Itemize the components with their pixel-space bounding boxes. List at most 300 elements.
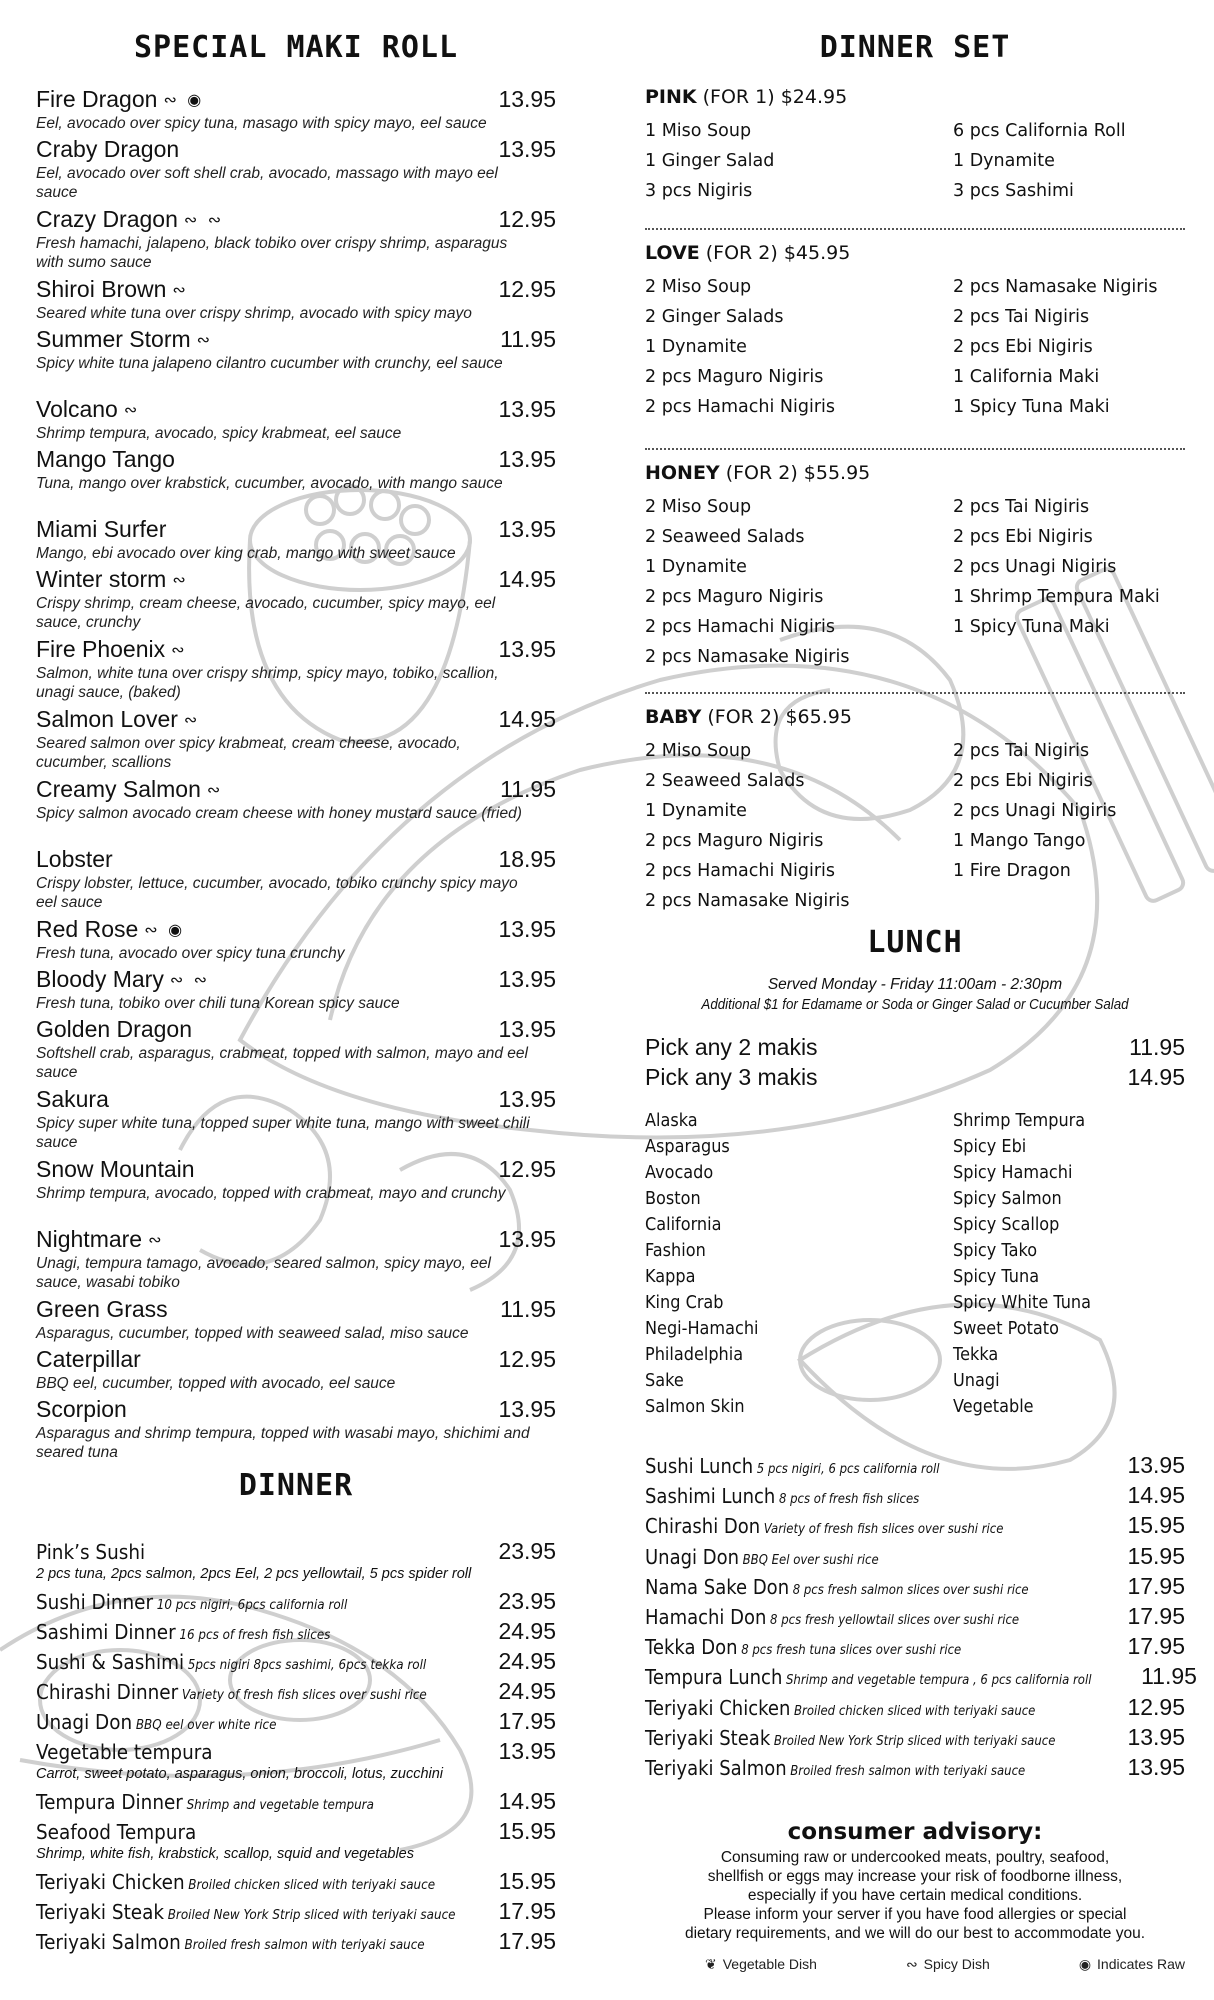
maki-choices-col-a [645, 1108, 953, 1420]
dinner-name: Sashimi Dinner [36, 1620, 176, 1644]
dinner-set-item: 1 Mango Tango [953, 831, 1086, 851]
maki-item-header [36, 86, 556, 114]
consumer-advisory [645, 1818, 1185, 1943]
dinner-set-item: 1 Spicy Tuna Maki [953, 397, 1110, 417]
maki-description: Fresh hamachi, jalapeno, black tobiko over crispy shrimp, asparagus with sumo sauce [36, 235, 508, 271]
maki-name-wrap [36, 636, 188, 663]
maki-choice: Unagi [953, 1371, 1000, 1391]
maki-choices-col-b [953, 1108, 1103, 1420]
dinner-set-col-b [953, 492, 1185, 672]
lunch-special-name-wrap [645, 1605, 1019, 1629]
maki-price: 13.95 [498, 396, 556, 422]
maki-name-wrap [36, 1086, 109, 1113]
maki-price: 13.95 [498, 1016, 556, 1042]
maki-price: 12.95 [498, 276, 556, 302]
maki-price: 14.95 [498, 706, 556, 732]
maki-item [36, 276, 556, 326]
pepper-icon: ∾ [905, 1956, 918, 1972]
lunch-served-hours: Served Monday - Friday 11:00am - 2:30pm [767, 976, 1063, 993]
lunch-pick-options [645, 1034, 1185, 1094]
dinner-note: 10 pcs nigiri, 6pcs california roll [156, 1598, 348, 1613]
dinner-set-col-b [953, 736, 1185, 916]
lunch-special-row [645, 1452, 1185, 1482]
maki-description: Eel, avocado over spicy tuna, masago with spicy mayo, eel sauce [36, 115, 487, 132]
advisory-line: Please inform your server if you have food allergies or special [703, 1906, 1127, 1923]
dinner-name: Vegetable tempura [36, 1740, 213, 1764]
lunch-special-row [645, 1573, 1185, 1603]
maki-item [36, 636, 556, 706]
symbol-legend [705, 1956, 1185, 1973]
maki-choice: Asparagus [645, 1137, 730, 1157]
maki-choice: Spicy Salmon [953, 1189, 1062, 1209]
maki-description: Unagi, tempura tamago, avocado, seared salmon, spicy mayo, eel sauce, wasabi tobiko [36, 1255, 491, 1291]
lunch-special-note: Broiled chicken sliced with teriyaki sauce [793, 1703, 1036, 1719]
maki-item-header [36, 516, 556, 544]
dinner-set-item: 1 Dynamite [953, 151, 1055, 171]
dinner-name-wrap [36, 1820, 196, 1844]
dinner-description: Carrot, sweet potato, asparagus, onion, broccoli, lotus, zucchini [36, 1766, 444, 1782]
dinner-set-items [645, 272, 1185, 422]
maki-name: Winter storm [36, 566, 167, 592]
dinner-item-header [36, 1738, 556, 1765]
special-maki-list [36, 86, 556, 1466]
lunch-special-price: 12.95 [1127, 1693, 1185, 1720]
dish-symbol-icon: ∾ ◉ [163, 92, 205, 109]
maki-item-header [36, 1016, 556, 1044]
dinner-note: Broiled fresh salmon with teriyaki sauce [184, 1938, 425, 1953]
dinner-set-name: BABY [645, 706, 702, 728]
maki-price: 13.95 [498, 1226, 556, 1252]
lunch-special-name-wrap [645, 1575, 1029, 1599]
dinner-set-name: PINK [645, 86, 697, 108]
lunch-special-row [645, 1663, 1197, 1693]
maki-name-wrap [36, 206, 224, 233]
maki-description: Eel, avocado over soft shell crab, avocado, massago with mayo eel sauce [36, 165, 498, 201]
maki-description: Crispy shrimp, cream cheese, avocado, cucumber, spicy mayo, eel sauce, crunchy [36, 595, 496, 631]
maki-name: Lobster [36, 846, 113, 872]
dinner-set-col-b [953, 272, 1185, 422]
dinner-name-wrap [36, 1790, 374, 1814]
dish-symbol-icon: ∾ ∾ [169, 972, 211, 989]
dinner-name-wrap [36, 1900, 456, 1924]
lunch-special-name: Hamachi Don [645, 1604, 767, 1629]
maki-description: Fresh tuna, avocado over spicy tuna crunchy [36, 945, 345, 962]
lunch-special-row [645, 1754, 1185, 1784]
dinner-item [36, 1788, 556, 1818]
dinner-set-item: 2 pcs Maguro Nigiris [645, 831, 824, 851]
dinner-set-item: 2 pcs Namasake Nigiris [645, 891, 850, 911]
dinner-set-item: 2 pcs Unagi Nigiris [953, 801, 1117, 821]
maki-name: Scorpion [36, 1396, 127, 1422]
dinner-set-item: 3 pcs Sashimi [953, 181, 1074, 201]
lunch-special-note: BBQ Eel over sushi rice [742, 1552, 879, 1568]
dinner-note: Variety of fresh fish slices over sushi rice [181, 1688, 427, 1703]
lunch-special-price: 11.95 [1141, 1663, 1197, 1690]
dinner-set-item: 2 pcs Unagi Nigiris [953, 557, 1117, 577]
lunch-special-price: 17.95 [1127, 1633, 1185, 1660]
maki-name-wrap [36, 1346, 141, 1373]
dinner-set-price: (FOR 2) $55.95 [725, 462, 871, 484]
maki-name-wrap [36, 706, 200, 733]
maki-choice: Spicy Tuna [953, 1267, 1040, 1287]
dinner-title: DINNER [238, 1468, 354, 1503]
special-maki-title: SPECIAL MAKI ROLL [133, 30, 459, 65]
maki-item [36, 1086, 556, 1156]
lunch-special-note: Shrimp and vegetable tempura , 6 pcs california roll [785, 1673, 1092, 1689]
dinner-set-item: 2 Miso Soup [645, 497, 752, 517]
maki-choice: Spicy Tako [953, 1241, 1038, 1261]
dinner-item-header [36, 1788, 556, 1815]
maki-description: Crispy lobster, lettuce, cucumber, avocado, tobiko crunchy spicy mayo eel sauce [36, 875, 518, 911]
dinner-item-header [36, 1868, 556, 1895]
dinner-name: Sushi & Sashimi [36, 1650, 185, 1674]
dinner-set-item: 2 pcs Maguro Nigiris [645, 367, 824, 387]
dinner-note: 5pcs nigiri 8pcs sashimi, 6pcs tekka roll [187, 1658, 427, 1673]
dinner-set-title [645, 242, 1185, 272]
dinner-price: 24.95 [498, 1678, 556, 1704]
maki-name: Summer Storm [36, 326, 191, 352]
maki-name-wrap [36, 776, 223, 803]
maki-choice: Spicy Ebi [953, 1137, 1027, 1157]
maki-item-header [36, 136, 556, 164]
maki-description: Spicy white tuna jalapeno cilantro cucumber with crunchy, eel sauce [36, 355, 503, 372]
lunch-special-name-wrap [645, 1635, 961, 1659]
lunch-special-price: 13.95 [1127, 1753, 1185, 1780]
maki-item [36, 846, 556, 916]
maki-price: 11.95 [500, 776, 556, 802]
dinner-price: 17.95 [498, 1708, 556, 1734]
maki-name-wrap [36, 86, 204, 113]
lunch-special-note: Variety of fresh fish slices over sushi rice [763, 1522, 1004, 1538]
lunch-special-row [645, 1724, 1185, 1754]
dinner-set-col-a [645, 272, 953, 422]
dinner-set [645, 86, 1185, 206]
lunch-title: LUNCH [867, 925, 963, 960]
dinner-name-wrap [36, 1680, 427, 1704]
lunch-special-price: 17.95 [1127, 1572, 1185, 1599]
maki-item [36, 1226, 556, 1296]
maki-name: Crazy Dragon [36, 206, 178, 232]
dinner-set-price: (FOR 2) $45.95 [705, 242, 851, 264]
dinner-set-items [645, 116, 1185, 206]
lunch-special-name-wrap [645, 1665, 1091, 1689]
dinner-item-header [36, 1928, 556, 1955]
maki-item [36, 1156, 556, 1226]
maki-price: 12.95 [498, 206, 556, 232]
maki-choice: Boston [645, 1189, 701, 1209]
maki-item [36, 446, 556, 516]
fish-icon: ◉ [1078, 1956, 1092, 1972]
dinner-set-item: 2 pcs Ebi Nigiris [953, 337, 1093, 357]
advisory-line: shellfish or eggs may increase your risk of foodborne illness, [707, 1868, 1123, 1885]
dinner-item-header [36, 1898, 556, 1925]
dinner-item-header [36, 1538, 556, 1565]
maki-item [36, 776, 556, 846]
maki-choice: Spicy Hamachi [953, 1163, 1073, 1183]
dinner-name: Teriyaki Salmon [36, 1930, 181, 1954]
maki-item-header [36, 706, 556, 734]
maki-item-header [36, 1226, 556, 1254]
lunch-special-note: Broiled New York Strip sliced with teriyaki sauce [773, 1733, 1056, 1749]
maki-description: Asparagus, cucumber, topped with seaweed salad, miso sauce [36, 1325, 469, 1342]
lunch-served-info [645, 975, 1185, 1015]
dish-symbol-icon: ∾ [172, 572, 189, 589]
dinner-name-wrap [36, 1930, 425, 1954]
maki-item [36, 1396, 556, 1466]
dinner-name-wrap [36, 1740, 213, 1764]
lunch-pick-row [645, 1034, 1185, 1064]
maki-item [36, 916, 556, 966]
lunch-special-row [645, 1633, 1185, 1663]
advisory-line: especially if you have certain medical conditions. [747, 1887, 1083, 1904]
lunch-special-name: Teriyaki Steak [645, 1725, 771, 1750]
dinner-note: Broiled chicken sliced with teriyaki sauce [188, 1878, 436, 1893]
maki-price: 11.95 [500, 326, 556, 352]
lunch-specials-list [645, 1452, 1197, 1784]
maki-item-header [36, 276, 556, 304]
lunch-special-name: Tekka Don [645, 1635, 738, 1660]
maki-description: Asparagus and shrimp tempura, topped with wasabi mayo, shichimi and seared tuna [36, 1425, 530, 1461]
dinner-note: 16 pcs of fresh fish slices [179, 1628, 331, 1643]
maki-name: Creamy Salmon [36, 776, 201, 802]
maki-price: 13.95 [498, 916, 556, 942]
dotted-divider [645, 448, 1185, 450]
advisory-line: dietary requirements, and we will do our best to accommodate you. [684, 1925, 1146, 1942]
dinner-set-title [645, 86, 1185, 116]
maki-item-header [36, 566, 556, 594]
lunch-special-price: 15.95 [1127, 1542, 1185, 1569]
maki-price: 14.95 [498, 566, 556, 592]
maki-choice: Spicy Scallop [953, 1215, 1060, 1235]
maki-name-wrap [36, 1016, 192, 1043]
maki-choice: Fashion [645, 1241, 706, 1261]
dinner-item [36, 1678, 556, 1708]
maki-item-header [36, 1086, 556, 1114]
dinner-list [36, 1538, 556, 1958]
dinner-item-header [36, 1648, 556, 1675]
dinner-price: 14.95 [498, 1788, 556, 1814]
maki-name-wrap [36, 136, 179, 163]
maki-description: Tuna, mango over krabstick, cucumber, avocado, with mango sauce [36, 475, 503, 492]
maki-item-header [36, 916, 556, 944]
maki-price: 13.95 [498, 86, 556, 112]
dinner-price: 23.95 [498, 1588, 556, 1614]
maki-name-wrap [36, 1396, 127, 1423]
legend-spicy-label: Spicy Dish [923, 1956, 990, 1972]
dinner-set-name: HONEY [645, 462, 720, 484]
dinner-item [36, 1708, 556, 1738]
dinner-item [36, 1738, 556, 1788]
lunch-special-note: 8 pcs of fresh fish slices [778, 1492, 920, 1508]
dinner-note: Shrimp and vegetable tempura [186, 1798, 374, 1813]
lunch-pick-row [645, 1064, 1185, 1094]
dinner-set-item: 2 pcs Tai Nigiris [953, 497, 1090, 517]
dotted-divider [645, 228, 1185, 230]
maki-description: Seared white tuna over crispy shrimp, avocado with spicy mayo [36, 305, 472, 322]
lunch-special-row [645, 1694, 1185, 1724]
maki-price: 12.95 [498, 1156, 556, 1182]
dinner-name: Teriyaki Chicken [36, 1870, 185, 1894]
maki-name: Mango Tango [36, 446, 175, 472]
dinner-set-item: 2 Seaweed Salads [645, 771, 805, 791]
maki-choice: Alaska [645, 1111, 698, 1131]
maki-description: Salmon, white tuna over crispy shrimp, spicy mayo, tobiko, scallion, unagi sauce, (baked) [36, 665, 499, 701]
lunch-additional-note: Additional $1 for Edamame or Soda or Ginger Salad or Cucumber Salad [701, 997, 1129, 1013]
maki-item-header [36, 776, 556, 804]
maki-choice: California [645, 1215, 722, 1235]
dinner-price: 17.95 [498, 1928, 556, 1954]
lunch-special-note: 8 pcs fresh tuna slices over sushi rice [741, 1643, 962, 1659]
lunch-special-name: Unagi Don [645, 1544, 740, 1569]
maki-choice: King Crab [645, 1293, 724, 1313]
lunch-special-name: Tempura Lunch [645, 1665, 783, 1690]
advisory-title: consumer advisory: [787, 1819, 1043, 1845]
dinner-name-wrap [36, 1650, 426, 1674]
dinner-name-wrap [36, 1710, 276, 1734]
maki-description: Spicy super white tuna, topped super white tuna, mango with sweet chili sauce [36, 1115, 530, 1151]
leaf-icon: ❦ [705, 1956, 717, 1972]
dinner-set [645, 706, 1185, 916]
maki-description: Mango, ebi avocado over king crab, mango with sweet sauce [36, 545, 456, 562]
dinner-name-wrap [36, 1540, 145, 1564]
maki-name: Salmon Lover [36, 706, 178, 732]
dish-symbol-icon: ∾ [196, 332, 214, 349]
dinner-item [36, 1868, 556, 1898]
maki-choice: Spicy White Tuna [953, 1293, 1092, 1313]
maki-item [36, 326, 556, 396]
maki-item-header [36, 326, 556, 354]
maki-name: Green Grass [36, 1296, 168, 1322]
dinner-set-col-b [953, 116, 1185, 206]
legend-spicy [906, 1956, 990, 1973]
lunch-special-name-wrap [645, 1545, 879, 1569]
dinner-item-header [36, 1588, 556, 1615]
lunch-special-price: 13.95 [1127, 1452, 1185, 1478]
maki-name-wrap [36, 966, 210, 993]
lunch-special-name: Nama Sake Don [645, 1574, 790, 1599]
maki-name: Craby Dragon [36, 136, 180, 162]
maki-description: Fresh tuna, tobiko over chili tuna Korean spicy sauce [36, 995, 400, 1012]
dinner-name: Teriyaki Steak [36, 1900, 165, 1924]
dinner-set-item: 2 pcs Ebi Nigiris [953, 771, 1093, 791]
maki-price: 18.95 [498, 846, 556, 872]
dinner-set-item: 2 pcs Tai Nigiris [953, 307, 1090, 327]
dinner-set-item: 1 Dynamite [645, 337, 747, 357]
dinner-set-item: 1 California Maki [953, 367, 1100, 387]
maki-description: BBQ eel, cucumber, topped with avocado, eel sauce [36, 1375, 396, 1392]
dinner-set-title: DINNER SET [819, 30, 1011, 65]
dinner-name: Chirashi Dinner [36, 1680, 179, 1704]
dinner-name-wrap [36, 1590, 347, 1614]
dinner-price: 15.95 [498, 1868, 556, 1894]
legend-vegetable-label: Vegetable Dish [722, 1956, 817, 1972]
dinner-set-items [645, 492, 1185, 672]
dinner-item [36, 1538, 556, 1588]
maki-name-wrap [36, 446, 175, 473]
maki-name-wrap [36, 566, 189, 593]
maki-price: 13.95 [498, 636, 556, 662]
dinner-price: 13.95 [498, 1738, 556, 1764]
dinner-set-col-a [645, 116, 953, 206]
maki-price: 12.95 [498, 1346, 556, 1372]
dish-symbol-icon: ∾ [123, 402, 141, 419]
maki-name-wrap [36, 396, 140, 423]
dinner-set-item: 2 pcs Namasake Nigiris [953, 277, 1158, 297]
dinner-item-header [36, 1618, 556, 1645]
maki-price: 13.95 [498, 1396, 556, 1422]
lunch-special-name: Teriyaki Chicken [645, 1695, 791, 1720]
dish-symbol-icon: ∾ ∾ [183, 212, 225, 229]
lunch-special-name-wrap [645, 1696, 1035, 1720]
maki-name-wrap [36, 1226, 165, 1253]
advisory-line: Consuming raw or undercooked meats, poultry, seafood, [720, 1849, 1110, 1866]
lunch-maki-choices [645, 1108, 1185, 1420]
maki-item [36, 1016, 556, 1086]
maki-choice: Shrimp Tempura [953, 1111, 1086, 1131]
maki-price: 13.95 [498, 516, 556, 542]
maki-choice: Salmon Skin [645, 1397, 745, 1417]
dish-symbol-icon: ∾ [206, 782, 224, 799]
maki-item-header [36, 966, 556, 994]
maki-name: Shiroi Brown [36, 276, 167, 302]
dinner-set-item: 2 pcs Hamachi Nigiris [645, 617, 835, 637]
lunch-special-note: 8 pcs fresh salmon slices over sushi rice [792, 1582, 1029, 1598]
dinner-name: Tempura Dinner [36, 1790, 183, 1814]
dinner-name-wrap [36, 1620, 330, 1644]
maki-choice: Philadelphia [645, 1345, 744, 1365]
maki-item [36, 566, 556, 636]
maki-choice: Sake [645, 1371, 684, 1391]
lunch-special-name: Chirashi Don [645, 1514, 761, 1539]
lunch-special-price: 14.95 [1127, 1482, 1185, 1509]
dinner-item-header [36, 1678, 556, 1705]
pick-price: 14.95 [1127, 1064, 1185, 1090]
maki-item-header [36, 1346, 556, 1374]
dinner-item-header [36, 1818, 556, 1845]
lunch-special-row [645, 1543, 1185, 1573]
dinner-price: 24.95 [498, 1648, 556, 1674]
dinner-set-col-a [645, 736, 953, 916]
dinner-item [36, 1618, 556, 1648]
dinner-set-item: 2 pcs Namasake Nigiris [645, 647, 850, 667]
dinner-name: Sushi Dinner [36, 1590, 154, 1614]
dinner-set-item: 3 pcs Nigiris [645, 181, 753, 201]
lunch-special-name: Teriyaki Salmon [645, 1755, 787, 1780]
dinner-note: Broiled New York Strip sliced with teriyaki sauce [167, 1908, 456, 1923]
maki-name-wrap [36, 916, 185, 943]
dinner-set-title [645, 462, 1185, 492]
pick-price: 11.95 [1129, 1034, 1185, 1060]
maki-name: Snow Mountain [36, 1156, 195, 1182]
maki-item [36, 86, 556, 136]
dinner-set-title [645, 706, 1185, 736]
maki-item-header [36, 846, 556, 874]
maki-item [36, 516, 556, 566]
maki-name: Volcano [36, 396, 118, 422]
lunch-special-name: Sushi Lunch [645, 1454, 754, 1478]
dinner-description: 2 pcs tuna, 2pcs salmon, 2pcs Eel, 2 pcs yellowtail, 5 pcs spider roll [36, 1566, 472, 1582]
dinner-set [645, 242, 1185, 422]
lunch-special-name-wrap [645, 1514, 1003, 1538]
dinner-set-item: 6 pcs California Roll [953, 121, 1126, 141]
dish-symbol-icon: ∾ [171, 642, 188, 659]
maki-item-header [36, 396, 556, 424]
dinner-set-item: 1 Ginger Salad [645, 151, 775, 171]
dinner-set-item: 2 pcs Maguro Nigiris [645, 587, 824, 607]
lunch-special-price: 13.95 [1127, 1723, 1185, 1750]
maki-item [36, 966, 556, 1016]
maki-description: Shrimp tempura, avocado, topped with crabmeat, mayo and crunchy [36, 1185, 506, 1202]
